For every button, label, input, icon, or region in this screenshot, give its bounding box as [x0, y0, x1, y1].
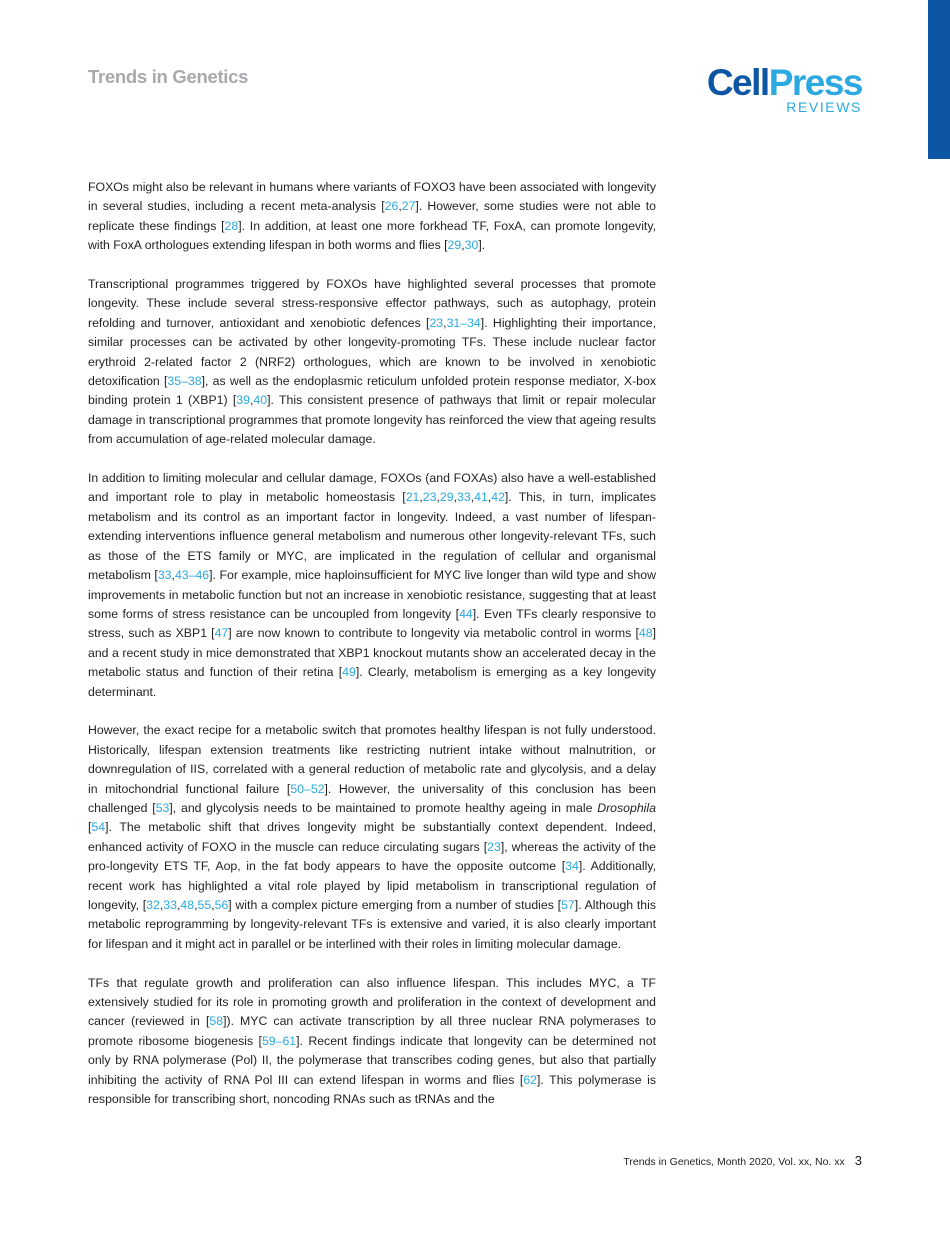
- footer-citation: Trends in Genetics, Month 2020, Vol. xx, No. xx: [623, 1156, 845, 1168]
- text-run: ]. However, the universality of this conclusion has been challenged [: [88, 781, 656, 815]
- reference-link[interactable]: 48: [180, 897, 195, 912]
- reference-link[interactable]: 33: [457, 490, 471, 505]
- logo-reviews: REVIEWS: [786, 99, 862, 115]
- reference-link[interactable]: 58: [209, 1014, 224, 1029]
- page-footer: [623, 1153, 862, 1168]
- reference-link[interactable]: 54: [91, 820, 106, 835]
- reference-link[interactable]: 49: [342, 665, 356, 680]
- text-run: ,: [443, 315, 447, 330]
- reference-link[interactable]: 21: [405, 490, 420, 505]
- reference-link[interactable]: 53: [155, 800, 170, 815]
- text-run: ]. Additionally, recent work has highlighted a vital role played by lipid metabolism in transcriptional regulation of longevity, [: [88, 859, 656, 912]
- text-run: ], whereas the activity of the pro-longevity ETS TF, Aop, in the fat body appears to have the opposite outcome [: [88, 839, 657, 874]
- text-run: ]. For example, mice haploinsufficient for MYC live longer than wild type and show improvements in metabolic function but not an increase in xenobiotic resistance, suggesting that at least some forms of stress resistance can be uncoupled from longevity [: [88, 568, 656, 621]
- reference-link[interactable]: 43–46: [174, 568, 210, 583]
- text-run: ]. Although this metabolic reprogramming by longevity-relevant TFs is extensive and varied, it is also clearly important for lifespan and it might act in parallel or be interlined with their roles in limiting molecular damage.: [88, 897, 656, 951]
- text-run: ,: [194, 897, 198, 912]
- reference-link[interactable]: 59–61: [261, 1033, 297, 1048]
- reference-link[interactable]: 28: [224, 218, 239, 233]
- reference-link[interactable]: 23: [429, 315, 444, 330]
- page-number: 3: [854, 1153, 862, 1168]
- text-run: ,: [171, 568, 175, 583]
- text-run: ,: [470, 490, 475, 505]
- paragraph-4: [88, 721, 656, 954]
- text-run: ]. Even TFs clearly responsive to stress, such as XBP1 [: [88, 606, 656, 641]
- reference-link[interactable]: 44: [459, 606, 473, 621]
- reference-link[interactable]: 32: [146, 897, 160, 912]
- logo-cell: Cell: [706, 62, 769, 103]
- article-body: [88, 178, 656, 1129]
- text-run: FOXOs might also be relevant in humans where variants of FOXO3 have been associated with longevity in several studies, including a recent meta-analysis [: [88, 180, 656, 214]
- reference-link[interactable]: 23: [422, 490, 437, 505]
- text-run: ]). MYC can activate transcription by all three nuclear RNA polymerases to promote ribosome biogenesis [: [88, 1014, 657, 1048]
- text-run: ,: [176, 897, 181, 912]
- reference-link[interactable]: 41: [474, 490, 488, 505]
- reference-link[interactable]: 34: [565, 859, 579, 874]
- text-run: ,: [398, 199, 402, 214]
- reference-link[interactable]: 27: [401, 199, 416, 214]
- reference-link[interactable]: 29: [439, 490, 454, 505]
- paragraph-1: [88, 178, 656, 256]
- reference-link[interactable]: 55: [197, 897, 212, 912]
- paragraph-5: [88, 974, 656, 1110]
- reference-link[interactable]: 35–38: [167, 374, 202, 389]
- reference-link[interactable]: 33: [163, 897, 177, 912]
- text-run: ]. However, some studies were not able to replicate these findings [: [88, 199, 656, 233]
- reference-link[interactable]: 50–52: [290, 781, 325, 796]
- reference-link[interactable]: 48: [638, 626, 653, 641]
- text-run: ]. This polymerase is responsible for transcribing short, noncoding RNAs such as tRNAs and the: [88, 1072, 656, 1107]
- text-run: ,: [453, 490, 458, 505]
- text-run: ,: [487, 490, 492, 505]
- reference-link[interactable]: 42: [491, 490, 505, 505]
- reference-link[interactable]: 62: [523, 1072, 538, 1087]
- reference-link[interactable]: 40: [253, 393, 268, 408]
- text-run: TFs that regulate growth and proliferation can also influence lifespan. This includes MYC, a TF extensively studied for its role in promoting growth and proliferation in the context of development and cancer (reviewed in [: [88, 975, 656, 1029]
- reference-link[interactable]: 30: [464, 238, 479, 253]
- text-run: ]. The metabolic shift that drives longevity might be substantially context dependent. Indeed, enhanced activity of FOXO in the muscle can reduce circulating sugars [: [88, 820, 656, 854]
- text-run: ,: [159, 897, 164, 912]
- text-run: ,: [461, 238, 465, 253]
- text-run: ] with a complex picture emerging from a number of studies [: [228, 897, 562, 912]
- text-run: Transcriptional programmes triggered by FOXOs have highlighted several processes that promote longevity. These include several stress-responsive effector pathways, such as autophagy, protein refolding and turnover, antioxidant and xenobiotic defences [: [88, 277, 656, 330]
- logo-wordmark: [706, 62, 862, 103]
- text-run: ,: [436, 490, 440, 505]
- reference-link[interactable]: 29: [447, 238, 462, 253]
- text-run: ]. This consistent presence of pathways that limit or repair molecular damage in transcriptional programmes that promote longevity has reinforced the view that ageing results from accumulation of age-related molecular damage.: [88, 393, 657, 447]
- reference-link[interactable]: 31–34: [446, 315, 481, 330]
- cellpress-logo[interactable]: [706, 62, 862, 115]
- text-run: ], as well as the endoplasmic reticulum unfolded protein response mediator, X-box binding protein 1 (XBP1) [: [88, 374, 656, 408]
- italic-term: Drosophila: [597, 800, 656, 815]
- text-run: ]. This, in turn, implicates metabolism and its control as an important factor in longevity. Indeed, a vast number of lifespan-extending interventions influence general metabolism and numerous other longevity-relevant TFs, such as those of the ETS family or MYC, are implicated in the regulation of cellular and organismal metabolism [: [88, 490, 656, 583]
- logo-press: Press: [768, 62, 862, 103]
- text-run: ] and a recent study in mice demonstrated that XBP1 knockout mutants show an accelerated decay in the metabolic status and function of their retina [: [88, 626, 656, 680]
- reference-link[interactable]: 47: [214, 626, 229, 641]
- reference-link[interactable]: 39: [236, 393, 250, 408]
- text-run: In addition to limiting molecular and cellular damage, FOXOs (and FOXAs) also have a well-established and important role to play in metabolic homeostasis [: [88, 471, 656, 505]
- text-run: ]. Clearly, metabolism is emerging as a key longevity determinant.: [88, 665, 656, 699]
- reference-link[interactable]: 33: [157, 568, 172, 583]
- sidebar-tab: [928, 0, 950, 159]
- text-run: ]. In addition, at least one more forkhead TF, FoxA, can promote longevity, with FoxA orthologues extending lifespan in both worms and flies [: [88, 218, 656, 253]
- journal-title: Trends in Genetics: [88, 66, 249, 87]
- paragraph-3: [88, 469, 656, 702]
- reference-link[interactable]: 26: [384, 199, 399, 214]
- text-run: ,: [249, 393, 254, 408]
- text-run: ,: [211, 897, 215, 912]
- text-run: ]. Recent findings indicate that longevity can be determined not only by RNA polymerase (Pol) II, the polymerase that transcribes coding genes, but also that partially inhibiting the activity of RNA Pol III can extend lifespan in worms and flies [: [88, 1033, 656, 1087]
- text-run: ]. Highlighting their importance, similar processes can be activated by other longevity-promoting TFs. These include nuclear factor erythroid 2-related factor 2 (NRF2) orthologues, which are known to be involved in xenobiotic detoxification [: [88, 315, 656, 389]
- text-run: ].: [478, 238, 486, 253]
- text-run: However, the exact recipe for a metabolic switch that promotes healthy lifespan is not fully understood. Historically, lifespan extension treatments like restricting nutrient intake without malnutrition, or downregulation of IIS, correlated with a general reduction of metabolic rate and glycolysis, and a delay in mitochondrial functional failure [: [88, 723, 656, 796]
- text-run: ] are now known to contribute to longevity via metabolic control in worms [: [228, 626, 639, 641]
- reference-link[interactable]: 23: [487, 839, 501, 854]
- text-run: [: [88, 820, 92, 835]
- reference-link[interactable]: 57: [561, 897, 575, 912]
- reference-link[interactable]: 56: [214, 897, 229, 912]
- text-run: ], and glycolysis needs to be maintained to promote healthy ageing in male: [169, 800, 598, 815]
- paragraph-2: [88, 275, 656, 450]
- text-run: ,: [419, 490, 423, 505]
